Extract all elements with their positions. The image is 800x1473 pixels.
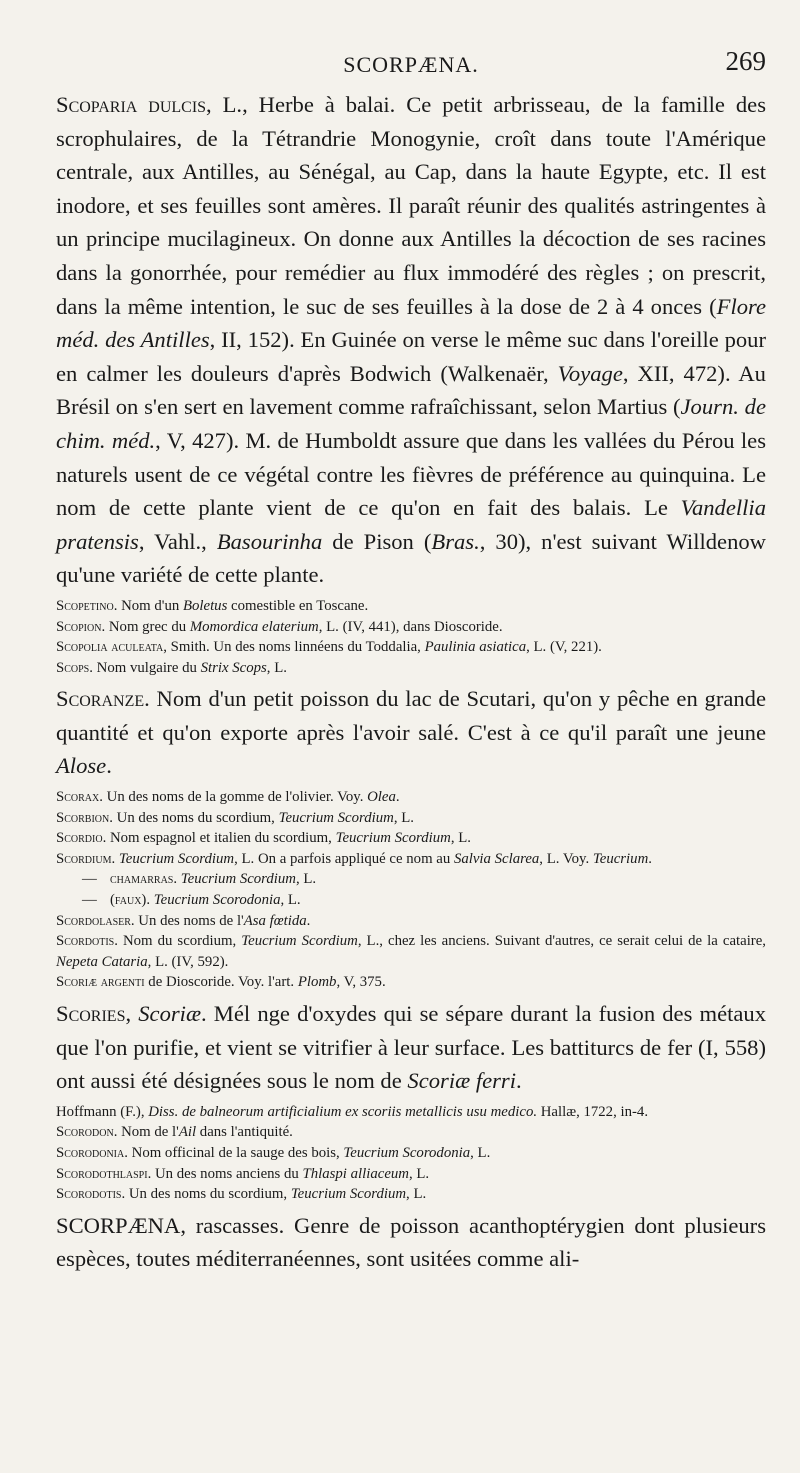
running-head [56,46,766,88]
entry-scories: Scories, Scoriæ. Mél nge d'oxydes qui se sépare durant la fusion des métaux que l'on purifie, et vient se vitrifier à leur surface. Les battiturcs de fer (I, 558) ont aussi été désignées sous le nom de Scoriæ ferri. [56,1001,766,1094]
entry-scorax: Scorax. Un des noms de la gomme de l'olivier. Voy. Olea. [56,789,400,806]
entry-scorodothlaspi: Scorodothlaspi. Un des noms anciens du Thlaspi alliaceum, L. [56,1165,430,1182]
entry-scordium-chamarras: — chamarras. Teucrium Scordium, L. [82,871,317,888]
entry-term: Scoparia dulcis [56,92,207,117]
entry-scorodonia: Scorodonia. Nom officinal de la sauge des bois, Teucrium Scorodonia, L. [56,1144,491,1161]
entry-scorbion: Scorbion. Un des noms du scordium, Teucrium Scordium, L. [56,809,414,826]
entry-scordolaser: Scordolaser. Un des noms de l'Asa fœtida. [56,912,311,929]
page-number: 269 [725,46,766,76]
entry-scordotis: Scordotis. Nom du scordium, Teucrium Scordium, L., chez les anciens. Suivant d'autres, ce serait celui de la cataire, Nepeta Cataria, L. (IV, 592). [56,933,766,970]
entry-scopion: Scopion. Nom grec du Momordica elaterium, L. (IV, 441), dans Dioscoride. [56,618,503,635]
entry-scopetino: Scopetino. Nom d'un Boletus comestible en Toscane. [56,597,369,614]
entry-scops: Scops. Nom vulgaire du Strix Scops, L. [56,659,287,676]
entry-scordio: Scordio. Nom espagnol et italien du scordium, Teucrium Scordium, L. [56,830,471,847]
entry-scorodon: Scorodon. Nom de l'Ail dans l'antiquité. [56,1124,293,1141]
page-title: SCORPÆNA. [343,52,479,77]
entry-scoriae-argenti: Scoriæ argenti de Dioscoride. Voy. l'art. Plomb, V, 375. [56,974,386,991]
entry-scorodotis: Scorodotis. Un des noms du scordium, Teucrium Scordium, L. [56,1186,427,1203]
entry-scopolia-aculeata: Scopolia aculeata, Smith. Un des noms linnéens du Toddalia, Paulinia asiatica, L. (V, 221). [56,639,602,656]
entry-scordium: Scordium. Teucrium Scordium, L. On a parfois appliqué ce nom au Salvia Sclarea, L. Voy. Teucrium. [56,850,652,867]
entry-scordium-faux: — (faux). Teucrium Scorodonia, L. [82,892,301,909]
entry-scorpaena: SCORPÆNA, rascasses. Genre de poisson acanthoptérygien dont plusieurs espèces, toutes méditerranéennes, sont usitées comme ali- [56,1212,766,1272]
reference-hoffmann: Hoffmann (F.), Diss. de balneorum artificialium ex scoriis metallicis usu medico. Hallæ, 1722, in-4. [56,1103,649,1120]
entry-scoparia-dulcis: Scoparia dulcis, L., Herbe à balai. Ce petit arbrisseau, de la famille des scrophulaires, de la Tétrandrie Monogynie, croît dans toute l'Amérique centrale, aux Antilles, au Sénégal, au Cap, dans la haute Egypte, etc. Il est inodore, et ses feuilles sont amères. Il paraît réunir des qualités astringentes à un principe mucilagineux. On donne aux Antilles la décoction de ses racines dans la gonorrhée, pour remédier au flux immodéré des règles ; on prescrit, dans la même intention, le suc de ses feuilles à la dose de 2 à 4 onces (Flore méd. des Antilles, II, 152). En Guinée on verse le même suc dans l'oreille pour en calmer les douleurs d'après Bodwich (Walkenaër, Voyage, XII, 472). Au Brésil on s'en sert en lavement comme rafraîchissant, selon Martius (Journ. de chim. méd., V, 427). M. de Humboldt assure que dans les vallées du Pérou les naturels usent de ce végétal contre les fièvres de préférence au quinquina. Le nom de cette plante vient de ce qu'on en fait des balais. Le Vandellia pratensis, Vahl., Basourinha de Pison (Bras., 30), n'est suivant Willdenow qu'une variété de cette plante. [56,92,767,588]
entry-scoranze: Scoranze. Nom d'un petit poisson du lac de Scutari, qu'on y pêche en grande quantité et qu'on exporte après l'avoir salé. C'est à ce qu'il paraît une jeune Alose. [56,686,766,779]
